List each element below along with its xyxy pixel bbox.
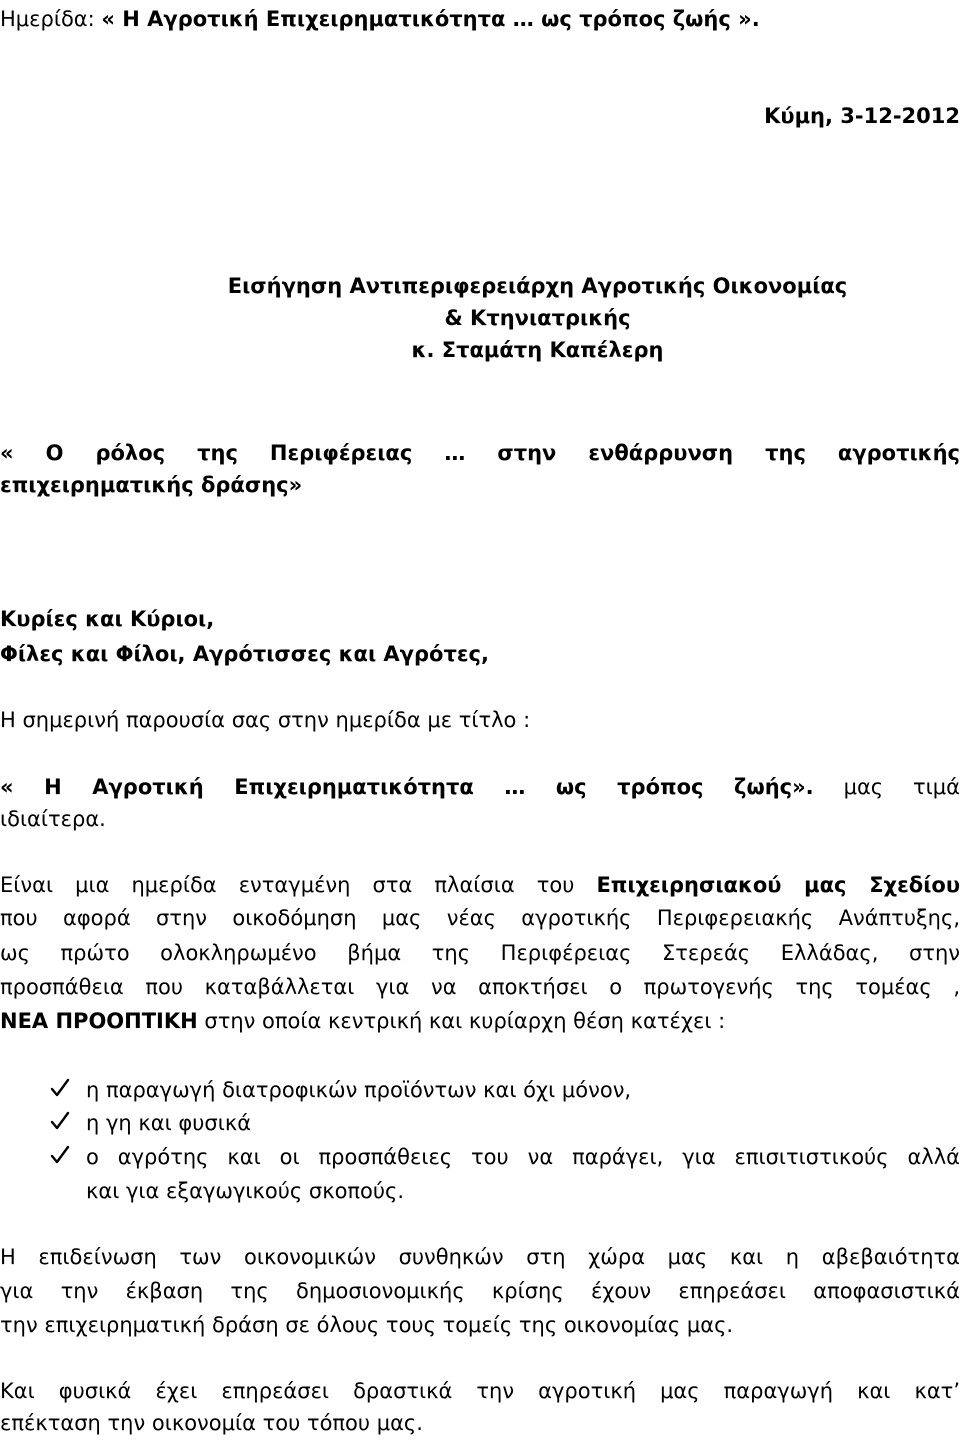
- agri-line-1: Και φυσικά έχει επηρεάσει δραστικά την αγροτική μας παραγωγή και κατ’: [0, 1379, 960, 1403]
- speaker-line-1: Εισήγηση Αντιπεριφερειάρχη Αγροτικής Οικονομίας: [227, 274, 848, 298]
- plan-line-3: ως πρώτο ολοκληρωμένο βήμα της Περιφέρειας Στερεάς Ελλάδας, στην: [0, 941, 960, 965]
- speech-title-line-1: « Ο ρόλος της Περιφέρειας … στην ενθάρρυνση της αγροτικής: [0, 441, 960, 465]
- economy-line-2: για την έκβαση της δημοσιονομικής κρίσης έχουν επηρεάσει αποφασιστικά: [0, 1279, 960, 1303]
- list-item: ο αγρότης και οι προσπάθειες του να παράγει, για επισιτιστικούς αλλά: [86, 1145, 960, 1169]
- list-item-continuation: και για εξαγωγικούς σκοπούς.: [86, 1179, 405, 1203]
- economy-line-1: Η επιδείνωση των οικονομικών συνθηκών στη χώρα μας και η αβεβαιότητα: [0, 1245, 960, 1269]
- list-item: η γη και φυσικά: [86, 1111, 252, 1135]
- place-date: Κύμη, 3-12-2012: [764, 104, 960, 128]
- plan-line-1: [0, 869, 960, 901]
- check-icon: [50, 1077, 70, 1101]
- speech-title-line-2: επιχειρηματικής δράσης»: [0, 473, 303, 497]
- new-perspective-emphasis: ΝΕΑ ΠΡΟΟΠΤΙΚΗ: [0, 1009, 198, 1033]
- list-item: η παραγωγή διατροφικών προϊόντων και όχι μόνον,: [86, 1078, 632, 1102]
- business-plan-emphasis: Επιχειρησιακού μας Σχεδίου: [596, 873, 960, 897]
- speaker-line-2: & Κτηνιατρικής: [444, 306, 631, 330]
- event-heading: [0, 3, 960, 35]
- plan-line-5: [0, 1005, 960, 1037]
- intro-title-rest: μας τιμά: [813, 775, 960, 799]
- event-title: « Η Αγροτική Επιχειρηματικότητα … ως τρόπος ζωής ».: [101, 7, 760, 31]
- greeting-line-1: Κυρίες και Κύριοι,: [0, 607, 215, 631]
- agri-line-2: επέκταση την οικονομία του τόπου μας.: [0, 1411, 423, 1435]
- intro-line-1: Η σημερινή παρουσία σας στην ημερίδα με τίτλο :: [0, 708, 531, 732]
- greeting-line-2: Φίλες και Φίλοι, Αγρότισσες και Αγρότες,: [0, 642, 489, 666]
- plan-line-5-text: στην οποία κεντρική και κυρίαρχη θέση κατέχει :: [197, 1009, 726, 1033]
- plan-line-2: που αφορά στην οικοδόμηση μας νέας αγροτικής Περιφερειακής Ανάπτυξης,: [0, 906, 960, 930]
- economy-line-3: την επιχειρηματική δράση σε όλους τους τομείς της οικονομίας μας.: [0, 1313, 734, 1337]
- plan-line-4: προσπάθεια που καταβάλλεται για να αποκτήσει ο πρωτογενής της τομέας ,: [0, 975, 960, 999]
- plan-line-1-text: Είναι μια ημερίδα ενταγμένη στα πλαίσια του: [0, 873, 597, 897]
- event-label: Ημερίδα:: [0, 7, 102, 31]
- speaker-line-3: κ. Σταμάτη Καπέλερη: [411, 338, 664, 362]
- intro-event-title: « Η Αγροτική Επιχειρηματικότητα … ως τρόπος ζωής».: [0, 775, 814, 799]
- check-icon: [50, 1144, 70, 1168]
- check-icon: [50, 1110, 70, 1134]
- intro-line-3: ιδιαίτερα.: [0, 807, 106, 831]
- intro-line-2: [0, 771, 960, 803]
